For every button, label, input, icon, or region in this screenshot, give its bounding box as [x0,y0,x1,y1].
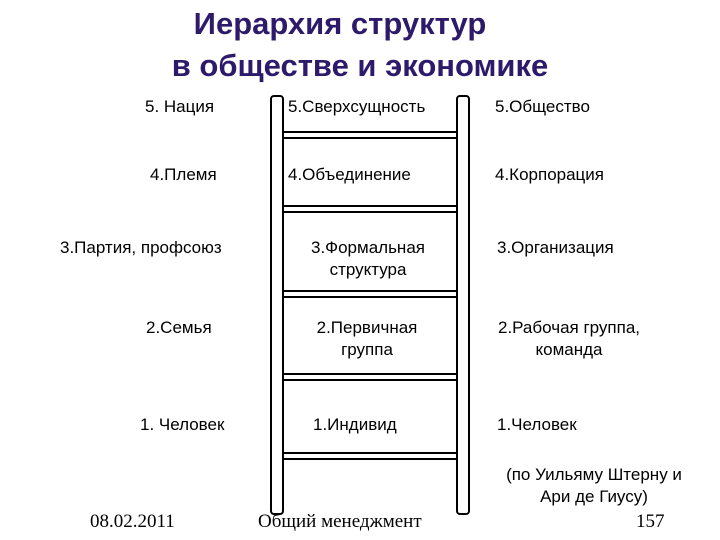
society-level-1: 1. Человек [140,415,225,434]
individual-level-3 [300,237,436,281]
ladder-rung [282,131,458,139]
economy-level-2-line2: команда [535,340,603,359]
society-level-5: 5. Нация [145,97,215,116]
individual-level-4: 4.Объединение [288,165,411,184]
ladder-rung [282,452,458,460]
individual-level-1: 1.Индивид [313,415,397,434]
source-note [484,464,704,508]
source-note-line2: Ари де Гиусу) [540,487,648,506]
economy-level-5: 5.Общество [495,97,590,116]
footer-course: Общий менеджмент [258,511,422,532]
slide-number: 157 [636,511,665,532]
economy-level-2 [484,317,654,361]
individual-level-2-line2: группа [341,340,393,359]
economy-level-2-line1: 2.Рабочая группа, [497,318,641,337]
slide-title-line1: Иерархия структур [193,6,487,41]
individual-level-3-line1: 3.Формальная [311,238,425,257]
source-note-line1: (по Уильяму Штерну и [506,465,682,484]
ladder-rung [282,373,458,381]
slide-title-line2: в обществе и экономике [171,48,549,83]
society-level-3: 3.Партия, профсоюз [60,238,222,257]
ladder-rung [282,205,458,213]
individual-level-3-line2: структура [329,260,407,279]
footer-date: 08.02.2011 [90,511,175,532]
individual-level-5: 5.Сверхсущность [288,97,426,116]
economy-level-4: 4.Корпорация [495,165,604,184]
society-level-4: 4.Племя [150,165,217,184]
economy-level-3: 3.Организация [497,238,614,257]
economy-level-1: 1.Человек [497,415,577,434]
individual-level-2-line1: 2.Первичная [316,318,418,337]
individual-level-2 [302,317,432,361]
ladder-rung [282,290,458,298]
society-level-2: 2.Семья [146,318,212,337]
ladder-right-rail [456,95,470,515]
